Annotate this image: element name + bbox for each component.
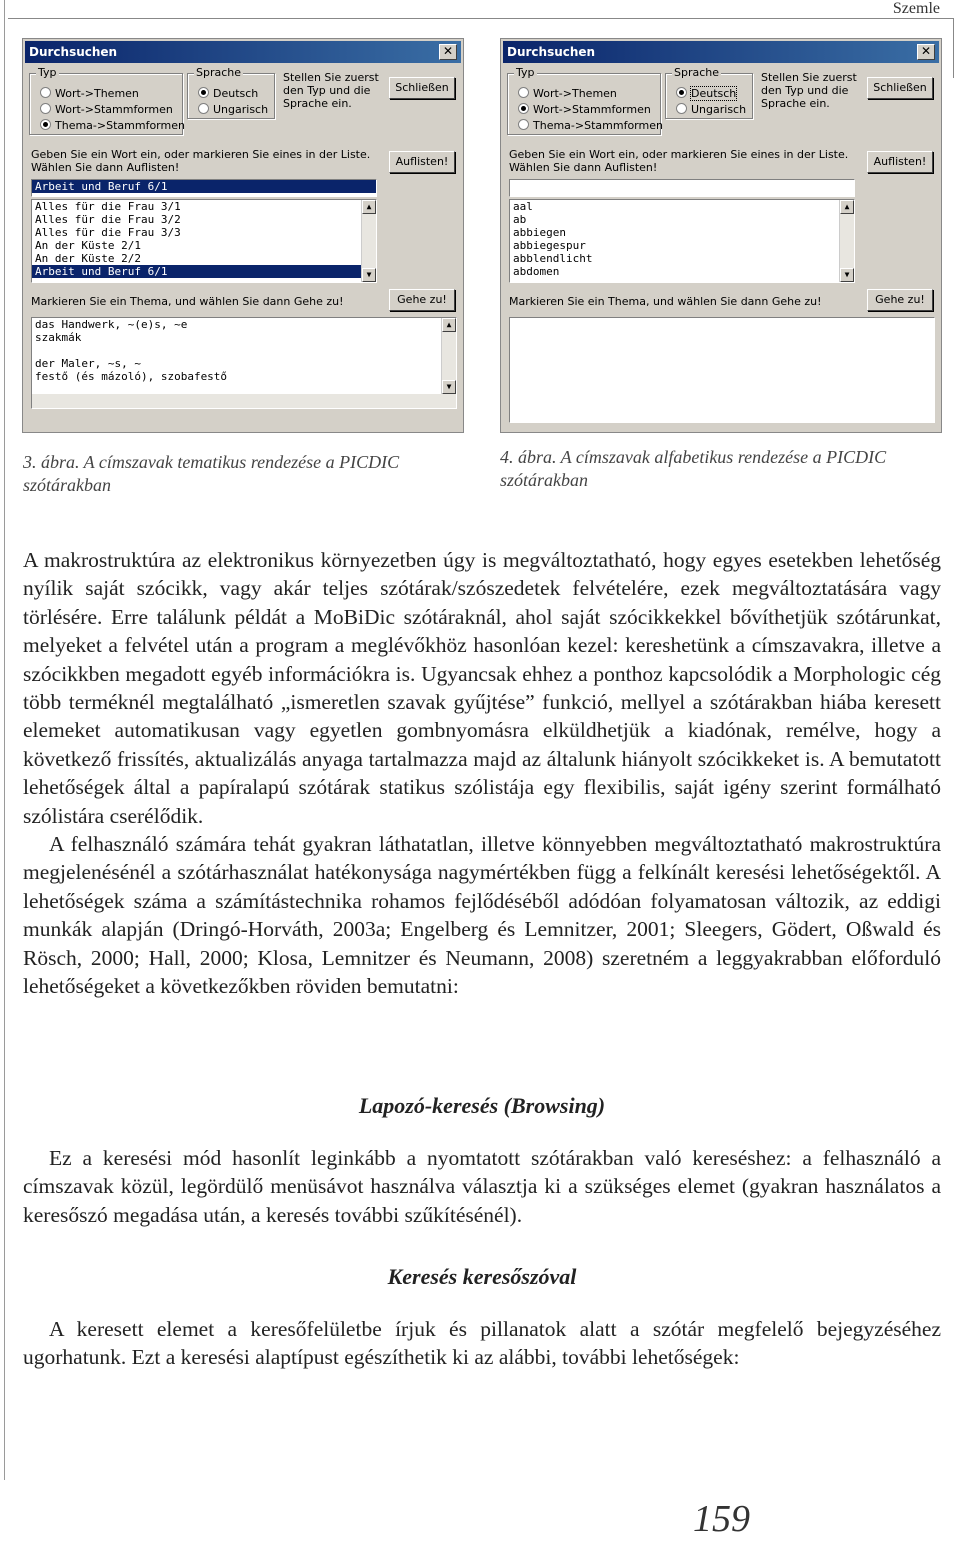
paragraph: A felhasználó számára tehát gyakran láthatatlan, illetve könnyebben megváltoztatható makrostruktúra megjelenésénél a szótárhasználat hatékonysága nagymértékben függ a felkínált keresési lehetőségektől. A lehetőségek száma a számítástechnika rohamos fejlődéséből adódóan folyamatosan változik, az eddigi munkák alapján (Dringó-Horváth, 2003a; Engelberg és Lemnitzer, 2001; Sleegers, Gödert, Oßwald és Rösch, 2000; Hall, 2000; Klosa, Lemnitzer és Neumann, 2008) szeretném a leggyakrabban előforduló lehetőségeket a következőkben röviden bemutatni:	[23, 832, 941, 999]
section-title-browsing: Lapozó-keresés (Browsing)	[358, 1093, 606, 1118]
schliessen-button[interactable]: Schließen	[867, 77, 933, 99]
scrollbar[interactable]	[361, 200, 376, 282]
search-input[interactable]	[31, 179, 377, 197]
radio-deutsch[interactable]	[198, 87, 258, 100]
radio-thema-stammformen[interactable]	[40, 119, 185, 132]
radio-label: Wort->Stammformen	[533, 103, 651, 116]
list-item[interactable]: Alles für die Frau 3/2	[35, 213, 181, 226]
radio-label: Thema->Stammformen	[55, 119, 185, 132]
list-item[interactable]: Arbeit und Beruf 6/1	[32, 265, 376, 278]
word-list-items	[510, 200, 854, 278]
scroll-down-icon[interactable]: ▼	[362, 268, 376, 282]
figure-3-dialog	[22, 38, 464, 433]
list-item[interactable]: abdomen	[513, 265, 560, 278]
sprache-group	[665, 66, 753, 119]
radio-label: Wort->Themen	[533, 87, 617, 100]
body-text	[23, 546, 941, 1001]
radio-label: Thema->Stammformen	[533, 119, 663, 132]
instruction-text: Geben Sie ein Wort ein, oder markieren Sie eines in der Liste. Wählen Sie dann Auflisten!	[31, 148, 371, 174]
radio-label: Wort->Stammformen	[55, 103, 173, 116]
radio-icon	[40, 87, 51, 98]
list-item[interactable]	[32, 344, 456, 357]
hint-text: Stellen Sie zuerst den Typ und die Sprache ein.	[283, 71, 379, 110]
radio-label: Ungarisch	[691, 103, 747, 116]
schliessen-button[interactable]: Schließen	[389, 77, 455, 99]
list-item[interactable]: abblendlicht	[513, 252, 593, 265]
radio-icon	[40, 103, 51, 114]
list-item[interactable]: aal	[513, 200, 533, 213]
dialog-titlebar	[503, 41, 939, 63]
dialog-title: Durchsuchen	[507, 45, 596, 59]
radio-icon	[198, 103, 209, 114]
header-rule	[8, 18, 954, 19]
scroll-up-icon[interactable]: ▲	[442, 318, 456, 332]
close-icon[interactable]: ✕	[917, 44, 935, 60]
horizontal-scrollbar[interactable]	[32, 394, 442, 408]
typ-group	[29, 66, 185, 135]
radio-wort-themen[interactable]	[40, 87, 139, 100]
list-item[interactable]: An der Küste 2/1	[35, 239, 141, 252]
result-area	[509, 317, 935, 423]
paragraph: A makrostruktúra az elektronikus környezetben úgy is megváltoztatható, hogy egyes esetekben lehetőség nyílik saját szócikk, vagy akár teljes szótárak/szószedetek felvételére, ezek megváltoztatására vagy törlésére. Erre találunk példát a MoBiDic szótáraknál, ahol saját szócikkekkel bővíthetjük szótárunkat, melyeket a felvétel után a program a meglévőkhöz hasonlóan kezel: kereshetünk a címszavakra, illetve a szócikkben megadott egyéb információkra is. Ugyancsak ehhez a ponthoz kapcsolódik a Morphologic cég több terméknél megtalálható „ismeretlen szavak gyűjtése” funkció, mellyel a szótárakban hiába keresett elemeket automatikusan vagy egyetlen gombnyomásra elküldhetjük a kiadónak, remélve, hogy a következő frissítés, aktualizálás anyaga tartalmazza majd az általunk hiányolt szócikkeket is. A bemutatott lehetőségek által a papíralapú szótárak statikus szólistája egy flexibilis, saját igény szerint formálható szólistára cserélődik.	[23, 548, 941, 828]
radio-label: Ungarisch	[213, 103, 269, 116]
section-title-keyword-search: Keresés keresőszóval	[387, 1264, 577, 1289]
scroll-up-icon[interactable]: ▲	[362, 200, 376, 214]
result-area	[31, 317, 457, 409]
margin-rule	[4, 0, 5, 1480]
paragraph: Ez a keresési mód hasonlít leginkább a nyomtatott szótárakban való kereséshez: a felhasználó a címszavak közül, legördülő menüsávot használva választja ki a szükséges elemet (gyakran használatos a keresőszó megadása után, a keresés további szűkítésénél).	[23, 1146, 941, 1227]
radio-ungarisch[interactable]	[676, 103, 746, 116]
scroll-up-icon[interactable]: ▲	[840, 200, 854, 214]
figure-3-caption: 3. ábra. A címszavak tematikus rendezése a PICDIC szótárakban	[23, 452, 400, 495]
list-item[interactable]: ab	[513, 213, 527, 226]
radio-icon	[518, 103, 529, 114]
scroll-down-icon[interactable]: ▼	[840, 268, 854, 282]
section-text-browsing	[23, 1144, 941, 1229]
gehe-zu-button[interactable]: Gehe zu!	[389, 289, 455, 311]
dialog-titlebar	[25, 41, 461, 63]
instruction-text: Geben Sie ein Wort ein, oder markieren Sie eines in der Liste. Wählen Sie dann Auflisten!	[509, 148, 849, 174]
list-item[interactable]: das Handwerk, ~(e)s, ~e	[35, 318, 188, 331]
word-list[interactable]	[509, 199, 855, 283]
auflisten-button[interactable]: Auflisten!	[867, 151, 933, 173]
radio-icon	[518, 87, 529, 98]
scrollbar[interactable]	[441, 318, 456, 408]
section-text-keyword-search	[23, 1315, 941, 1372]
paragraph: A keresett elemet a keresőfelületbe írjuk és pillanatok alatt a szótár megfelelő bejegyzéséhez ugorhatunk. Ezt a keresési alaptípust egészíthetik ki az alábbi, további lehetőségek:	[23, 1317, 941, 1370]
dialog-title: Durchsuchen	[29, 45, 118, 59]
sprache-group	[187, 66, 275, 119]
topic-list[interactable]	[31, 199, 377, 283]
sprache-label: Sprache	[196, 66, 242, 79]
scroll-down-icon[interactable]: ▼	[442, 380, 456, 394]
sprache-label: Sprache	[674, 66, 720, 79]
gehe-zu-button[interactable]: Gehe zu!	[867, 289, 933, 311]
hint-text: Stellen Sie zuerst den Typ und die Sprache ein.	[761, 71, 857, 110]
typ-label: Typ	[38, 66, 57, 79]
list-item[interactable]: Alles für die Frau 3/3	[35, 226, 181, 239]
radio-ungarisch[interactable]	[198, 103, 268, 116]
list-item[interactable]: abbiegen	[513, 226, 566, 239]
radio-wort-stammformen[interactable]	[40, 103, 173, 116]
running-head: Szemle	[892, 0, 940, 17]
instruction2-text: Markieren Sie ein Thema, und wählen Sie dann Gehe zu!	[31, 295, 344, 308]
auflisten-button[interactable]: Auflisten!	[389, 151, 455, 173]
radio-wort-stammformen[interactable]	[518, 103, 651, 116]
radio-label: Deutsch	[691, 87, 737, 100]
search-input-value: Arbeit und Beruf 6/1	[32, 180, 376, 193]
figure-4-caption: 4. ábra. A címszavak alfabetikus rendezése a PICDIC szótárakban	[500, 447, 887, 490]
radio-icon	[676, 103, 687, 114]
list-item[interactable]: szakmák	[35, 331, 82, 344]
radio-icon	[676, 87, 687, 98]
list-item[interactable]: abbiegespur	[513, 239, 586, 252]
close-icon[interactable]: ✕	[439, 44, 457, 60]
page-number: 159	[693, 1498, 750, 1540]
instruction2-text: Markieren Sie ein Thema, und wählen Sie dann Gehe zu!	[509, 295, 822, 308]
search-input[interactable]	[509, 179, 855, 197]
radio-label: Deutsch	[213, 87, 259, 100]
radio-icon	[40, 119, 51, 130]
list-item[interactable]: der Maler, ~s, ~	[35, 357, 141, 370]
radio-deutsch[interactable]	[676, 87, 736, 100]
list-item[interactable]: An der Küste 2/2	[35, 252, 141, 265]
radio-thema-stammformen[interactable]	[518, 119, 663, 132]
radio-icon	[198, 87, 209, 98]
figure-4-dialog	[500, 38, 942, 433]
header-vertical-rule	[953, 18, 954, 78]
list-item[interactable]: Alles für die Frau 3/1	[35, 200, 181, 213]
typ-label: Typ	[516, 66, 535, 79]
radio-label: Wort->Themen	[55, 87, 139, 100]
radio-wort-themen[interactable]	[518, 87, 617, 100]
list-item[interactable]: festő (és mázoló), szobafestő	[35, 370, 228, 383]
topic-list-items	[32, 200, 376, 278]
radio-icon	[518, 119, 529, 130]
typ-group	[507, 66, 663, 135]
scrollbar[interactable]	[839, 200, 854, 282]
